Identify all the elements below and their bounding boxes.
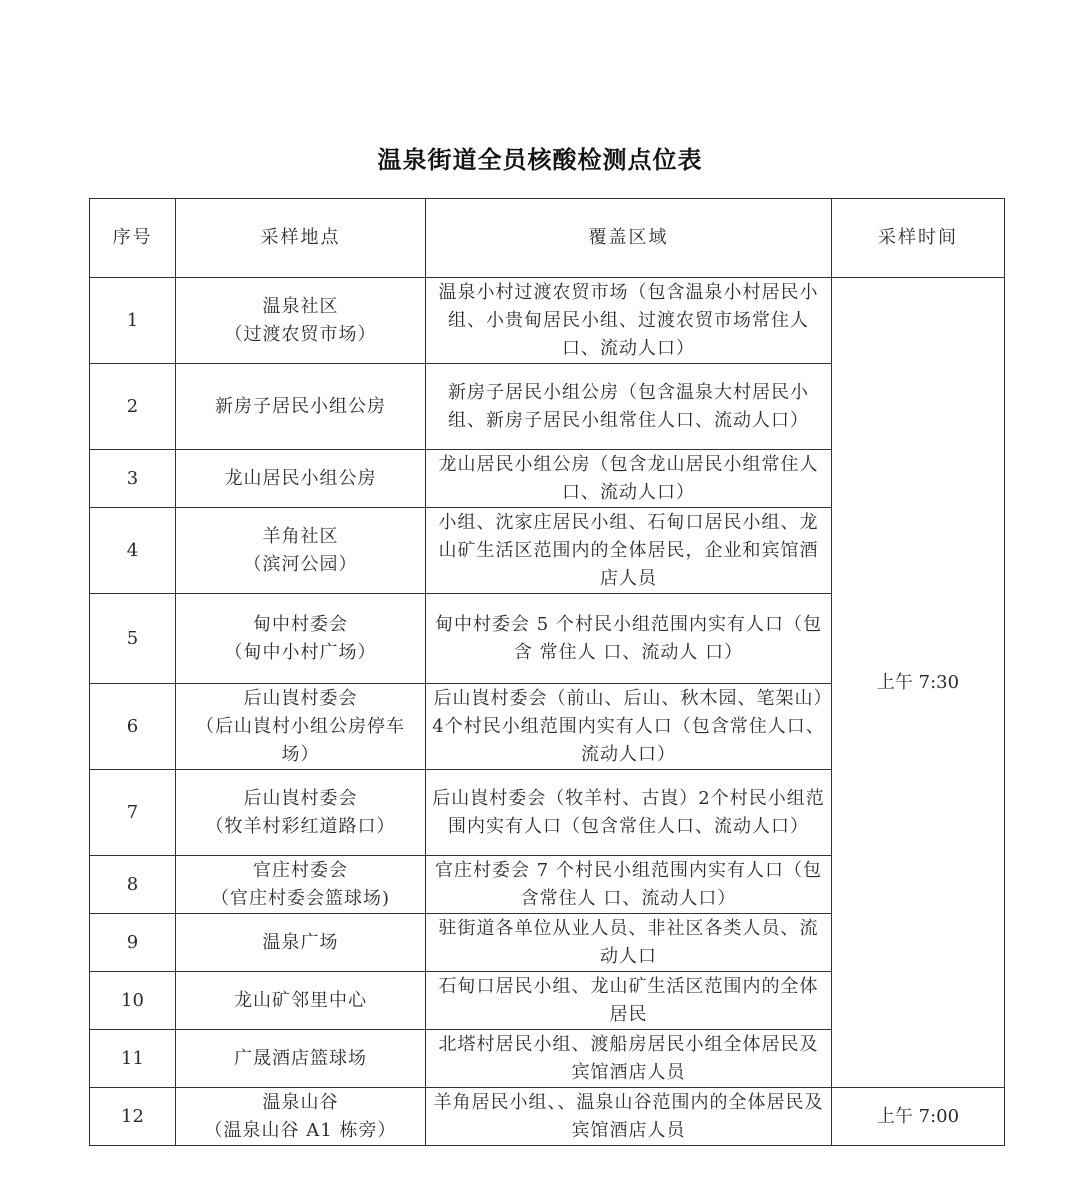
location-line: 甸中村委会	[253, 613, 348, 635]
site-location	[176, 508, 426, 594]
row-number: 9	[90, 914, 176, 972]
header-time: 采样时间	[832, 199, 1005, 278]
location-line: 龙山居民小组公房	[224, 467, 377, 489]
row-number: 5	[90, 594, 176, 684]
site-location	[176, 1030, 426, 1088]
document-title: 温泉街道全员核酸检测点位表	[377, 146, 703, 174]
coverage-area: 龙山居民小组公房（包含龙山居民小组常住人口、流动人口）	[426, 450, 832, 508]
site-location	[176, 594, 426, 684]
coverage-area: 后山崀村委会（牧羊村、古崀）2个村民小组范围内实有人口（包含常住人口、流动人口）	[426, 770, 832, 856]
location-line: （后山崀村小组公房停车场）	[196, 715, 405, 765]
site-location	[176, 1088, 426, 1146]
header-number: 序号	[90, 199, 176, 278]
location-line: 广晟酒店篮球场	[234, 1047, 367, 1069]
location-line: 羊角社区	[262, 525, 339, 547]
coverage-area: 北塔村居民小组、渡船房居民小组全体居民及宾馆酒店人员	[426, 1030, 832, 1088]
row-number: 4	[90, 508, 176, 594]
sampling-time: 上午 7:30	[832, 278, 1005, 1088]
location-line: 后山崀村委会	[243, 687, 358, 709]
location-line: （甸中小村广场）	[224, 641, 377, 663]
location-line: 官庄村委会	[253, 859, 348, 881]
coverage-area: 驻街道各单位从业人员、非社区各类人员、流动人口	[426, 914, 832, 972]
row-number: 10	[90, 972, 176, 1030]
row-number: 12	[90, 1088, 176, 1146]
coverage-area: 温泉小村过渡农贸市场（包含温泉小村居民小组、小贵甸居民小组、过渡农贸市场常住人口、流动人口）	[426, 278, 832, 364]
table-row	[90, 278, 1005, 364]
coverage-area: 小组、沈家庄居民小组、石甸口居民小组、龙山矿生活区范围内的全体居民，企业和宾馆酒店人员	[426, 508, 832, 594]
coverage-area: 羊角居民小组、、温泉山谷范围内的全体居民及宾馆酒店人员	[426, 1088, 832, 1146]
location-line: （温泉山谷 A1 栋旁）	[204, 1119, 397, 1141]
location-line: 后山崀村委会	[243, 787, 358, 809]
location-line: （滨河公园）	[243, 553, 358, 575]
location-line: 温泉社区	[262, 295, 339, 317]
location-line: 新房子居民小组公房	[215, 395, 386, 417]
site-location	[176, 856, 426, 914]
site-location	[176, 972, 426, 1030]
location-line: （过渡农贸市场）	[224, 323, 377, 345]
coverage-area: 后山崀村委会（前山、后山、秋木园、笔架山）4个村民小组范围内实有人口（包含常住人口、流动人口）	[426, 684, 832, 770]
row-number: 2	[90, 364, 176, 450]
coverage-area: 石甸口居民小组、龙山矿生活区范围内的全体居民	[426, 972, 832, 1030]
location-line: （牧羊村彩红道路口）	[205, 815, 396, 837]
header-location: 采样地点	[176, 199, 426, 278]
sampling-time: 上午 7:00	[832, 1088, 1005, 1146]
coverage-area: 新房子居民小组公房（包含温泉大村居民小组、新房子居民小组常住人口、流动人口）	[426, 364, 832, 450]
site-location	[176, 364, 426, 450]
row-number: 11	[90, 1030, 176, 1088]
location-line: （官庄村委会篮球场)	[210, 887, 391, 909]
location-line: 龙山矿邻里中心	[234, 989, 367, 1011]
coverage-area: 甸中村委会 5 个村民小组范围内实有人口（包含 常住人 口、流动人 口）	[426, 594, 832, 684]
site-location	[176, 770, 426, 856]
header-coverage: 覆盖区域	[426, 199, 832, 278]
row-number: 3	[90, 450, 176, 508]
site-location	[176, 450, 426, 508]
row-number: 6	[90, 684, 176, 770]
location-line: 温泉广场	[262, 931, 339, 953]
site-location	[176, 684, 426, 770]
location-line: 温泉山谷	[262, 1091, 339, 1113]
site-location	[176, 278, 426, 364]
site-location	[176, 914, 426, 972]
testing-sites-table	[89, 198, 1005, 1146]
coverage-area: 官庄村委会 7 个村民小组范围内实有人口（包含常住人 口、流动人口）	[426, 856, 832, 914]
row-number: 7	[90, 770, 176, 856]
table-row	[90, 1088, 1005, 1146]
row-number: 1	[90, 278, 176, 364]
table-header-row	[90, 199, 1005, 278]
row-number: 8	[90, 856, 176, 914]
